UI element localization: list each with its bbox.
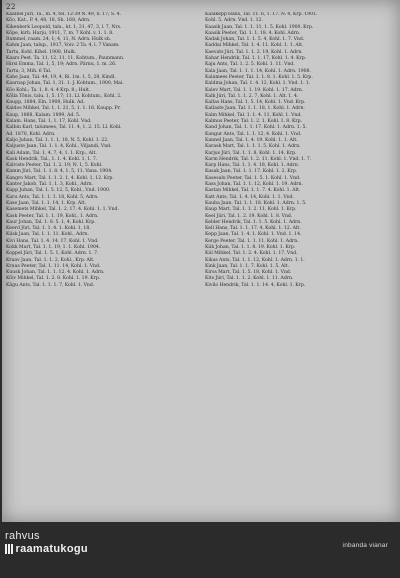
directory-entry: Kaur Johan, Tal. 1. 8. 5. 1, 4, Kohl. Krp.	[6, 219, 96, 225]
directory-entry: Kiil Mihkel, Tal. 1. 2. 4. Kohl. 1. 17. Vnd.	[205, 251, 298, 257]
directory-entry: Kalm Mihkel, Tal. 1. 1. 4. 11, Kohl. 1. Vnd.	[205, 112, 302, 118]
bars-icon	[5, 544, 13, 554]
directory-entry: Kalviste Peeter, Tal. 1. 2. 19; N. 1, 5. Kohl.	[6, 163, 103, 169]
footer-bar	[0, 522, 400, 578]
directory-entry: Tartu, Kohl. Kihel. 1908, Hulk.	[6, 49, 77, 55]
directory-entry: Kiisk Jaan, Tal. 1. 1. 11. Kohl., Adrn.	[6, 232, 89, 238]
directory-entry: Kaljuste Jaan, Tal. 1. 1. 4, Kohl., Viljandi, Vnd.	[6, 144, 112, 150]
page-number: 22	[6, 3, 16, 11]
directory-entry: Kaju Ants, Tal. 1. 2. 5. Kohl. 1. 11. Vnd.	[205, 62, 295, 68]
directory-entry: Kallaste Jaan, Tal. 1. 1. 18, 1. Kohl. 1. Adrn.	[205, 106, 305, 112]
logo-line-bottom	[5, 542, 88, 556]
text-columns	[6, 12, 396, 518]
directory-entry: Kapp Juhan, Tal. 1. 5. 12, 5, Kohl., Vnd. 1900.	[6, 188, 111, 194]
directory-entry: Kirss Mart, Tal. 1. 5. 18, Kohl. 1. Vnd.	[205, 270, 292, 276]
directory-entry: Kalev Mart, Tal. 1. 1. 19. Kohl. 1. 17. Adrn.	[205, 87, 304, 93]
directory-entry: Kaevats Jüri, Tal. 1. 1. 2. 19, Kohl. 1. Adrn.	[205, 49, 303, 55]
directory-entry: Kanter Jakob, Tal. 1. 1. 3, Kohl., Adrn.	[6, 182, 94, 188]
directory-entry: Kelder Hendrik, Tal. 1. 1. 5. Kohl. 1. Adrn.	[205, 219, 302, 225]
directory-entry: Kruus Peeter, Tal. 1. 11. 14, Kohl. 1. Vnd.	[6, 263, 101, 269]
directory-entry: Kraav Jaan, Tal. 1. 1. 2, Kohl., Krp. Alt.	[6, 257, 95, 263]
directory-entry: Kali Adam, Tal. 1, 4. 7, 4, 1. 1. Krp., Alt.	[6, 150, 97, 156]
logo-line-bottom-text: raamatukogu	[15, 543, 88, 555]
directory-entry: Kaup, 1868, Kalam. 1899, Ad. 5.	[6, 112, 81, 118]
directory-entry: Kepp Jaan, Tal. 1. 4. 1. Kohl. 1. Vnd. 1. 14.	[205, 232, 302, 238]
directory-entry: Kaupp, 1884, Eln. 1908, Hulk. Ad.	[6, 100, 85, 106]
directory-entry: Kerge Peeter, Tal. 1. 1. 11, Kohl. 1. Adrn.	[205, 238, 299, 244]
directory-entry: Kaarnap Johan, Tal. 1, 31. 1. J. Kohtum., 1900, Mai.	[6, 81, 124, 87]
directory-entry: Kõo, Kat., P. 4, 48, 18, Sh. 168, Adrn.	[6, 18, 91, 24]
logo-line-top: rahvus	[5, 530, 40, 542]
directory-entry: Kasak Jaan, Tal. 1. 1. 17. Kohl. 1. 2. Krp.	[205, 169, 298, 175]
directory-entry: Kõo Kohl.; Ta. 1, 8. 4. 4 Krp. 8.; Hult.	[6, 87, 91, 93]
directory-entry: Kaldos Mihkel, Tal. 1, 1. 21, 5, 1. 1. 16, Kaupp. Pr.	[6, 106, 121, 112]
directory-entry: Hirsi Emma, Tal. 1, 5, 19; Adrn. Pärnu, 1. m. 26.	[6, 62, 117, 68]
directory-entry: Kass Johan, Tal. 1. 1. 12, Kohl. 1. 19. Adrn.	[205, 182, 303, 188]
directory-entry: Kask Peeter, Tal. 1. 1. 19, Kohl., 1. Adrn.	[6, 213, 99, 219]
directory-entry: Karjus Jüri, Tal. 1. 1. 8, Kohl. 1. 14. Krp.	[205, 150, 297, 156]
directory-entry: Keel Jüri, Tal. 1. 2. 19. Kohl. 1. 8. Vnd.	[205, 213, 293, 219]
directory-entry: Kivilo Hendrik, Tal. 1. 1. 14. 4, Kohl. 1. Krp.	[205, 282, 306, 288]
directory-entry: Kasemets Mihkel, Tal. 1. 2. 17. 4. Kohl. 1. 1. Vnd.	[6, 207, 119, 213]
directory-entry: Kohl. 5, Adrn. Vnd. 1. 12.	[205, 18, 263, 24]
directory-entry: Kauba Jaan, Tal. 1. 1. 18. Kohl. 1. Adrn. 1. 5.	[205, 200, 307, 206]
directory-entry: Kaljo Juhan, Tal. 1. 1. 1, 18, N. 5, Kohl. 1. 22.	[6, 137, 109, 143]
directory-entry: Kamm Jüri, Tal. 1. 1. 8. 4, 1. 5, 11. Vana. 1904.	[6, 169, 113, 175]
left-column	[6, 12, 197, 518]
directory-entry: Karm Hendrik, Tal. 1. 2. 11. Kohl. 1. Vnd. 1. 7.	[205, 156, 312, 162]
directory-entry: Kahm Jaan, talup., 1917, Voiv. 2 Ta. 4, l. 7 Vanam.	[6, 43, 120, 49]
directory-entry: Kahar Hendrik, Tal. 1. 1. 17, Kohl. 1. 4. Krp.	[205, 56, 307, 62]
directory-entry: Kaddai Mihkel, Tal. 1. 4. 11. Kohl. 1. 1. Alt.	[205, 43, 304, 49]
directory-entry: Kannel Jaan, Tal. 1. 4. 19. Kohl. 1. 1. Alt.	[205, 137, 298, 143]
directory-entry: Kuusk Johan, Tal. 1. 1. 12, 4. Kohl. 1. Adrn.	[6, 270, 105, 276]
directory-entry: Kaasik Jaan, Tal. 1. 1. 11, 1. 5, Kohl. 1900. Krp.	[205, 24, 314, 30]
directory-entry: Kokk Mart, Tal. 1. 1. 19, 1. 1. Kohl. 1904.	[6, 244, 101, 250]
directory-entry: Kalam. Hans, Tal. 1, 1. 17, Kohl. Vnd.	[6, 119, 92, 125]
directory-entry: Kalamees Peeter, Tal. 1. 1. 8. 1. Kohl. 1. 5. Krp.	[205, 74, 313, 80]
directory-entry: Kalk Jüri, Tal. 1. 1. 2. 7, Kohl. 1. Alt. 1. 4.	[205, 93, 299, 99]
directory-entry: Tartu; 3, Mih. 6 Tal.	[6, 68, 52, 74]
directory-entry: Kase Jaan, Tal. 1. 1. 14, 1. Krp. Alt.	[6, 200, 87, 206]
directory-entry: Kala Jaan, Tal. 1. 1. 1. 14, Kohl. 1. Adrn. 1908.	[205, 68, 311, 74]
directory-entry: Kaup Mart, Tal. 1. 1. 2. 11, Kohl. 1. Krp.	[205, 207, 297, 213]
directory-entry: Kallas Hans, Tal. 1. 5. 14, Kohl. 1. Vnd. Krp.	[205, 100, 306, 106]
directory-entry: Kõpe, kirh. Harju, 1911, 7, m. 7 Kohl. v. 1. 1. 8.	[6, 30, 114, 36]
directory-entry: Kink Jaan, Tal. 1. 1. 7. Kohl. 1. 5. Alt.	[205, 263, 290, 269]
library-logo[interactable]	[5, 530, 88, 570]
directory-entry: Kadak Johan, Tal. 1. 1. 5. 4, Kohl. 1. 7. Vnd.	[205, 37, 305, 43]
directory-entry: Karp Hans, Tal. 1. 1. 4. 18, Kohl. 1. Adrn.	[205, 163, 300, 169]
directory-entry: Kõlla Tõnis, talu. 1, 5. 17; 11. Ll. Kohtum., Kohl. 2.	[6, 93, 122, 99]
directory-entry: Kits Jüri, Tal. 1. 1. 2. Kohl. 1. 11. Adrn.	[205, 276, 294, 282]
directory-entry: Kahe Jaan, Tal. 44, 19, 4, Ri. 1m. 1, 5, 28, Kindl.	[6, 74, 116, 80]
directory-entry: Kägu Ants, Tal. 1. 1. 1. 7, Kohl. 1. Vnd.	[6, 282, 95, 288]
directory-entry: Kaalbel Jüri, Ta., m. 4, tel. 12-39 N. 49, n. 17; S. 4.	[6, 12, 121, 17]
directory-entry: Ad. 1870, Kohl. Adrn.	[6, 131, 56, 137]
scanned-page	[2, 0, 400, 522]
directory-entry: Rummel, raam. 24, 1; 4, 11, N. Adrn. Hulk sh.	[6, 37, 112, 43]
directory-entry: Keerd Jüri, Tal. 1. 1. 4. 1. Kohl. 1, 18.	[6, 226, 91, 232]
directory-entry: Kikas Ants, Tal. 1. 1. 12, Kohl. 1. Adrn. 1. 1.	[205, 257, 305, 263]
directory-entry: Kangro Mart, Tal. 1. 1. 2. 1, 4. Kohl. 1, 12. Krp.	[6, 175, 114, 181]
directory-entry: Kaars Peet. Ta. 11, 12. 11, 11. Kohtum., Paunmann.	[6, 56, 125, 62]
directory-entry: Kell Hans, Tal. 1. 1. 17. 4, Kohl. 1. 12. Alt.	[205, 226, 301, 232]
directory-entry: Kaldma Johan, Tal. 1. 4. 12, Kohl. 1. Vnd. 1. 1.	[205, 81, 311, 87]
directory-entry: Katt Ants, Tal. 1. 4. 14, Kohl. 1. 1. Vnd.	[205, 194, 294, 200]
directory-entry: Kalmus Peeter, Tal. 1. 2. 1, Kohl. 1. 8. Krp.	[205, 119, 302, 125]
directory-entry: Kaasik Peeter, Tal. 1. 1. 18. 4. Kohl. Adrn.	[205, 30, 301, 36]
directory-entry: Kiik Johan, Tal. 1. 1. 8. 19. Kohl. 1. Krp.	[205, 244, 296, 250]
directory-entry: Karask Mart, Tal. 1. 1. 1. 5, Kohl. 1. Adrn.	[205, 144, 301, 150]
directory-entry: Kastan Mihkel, Tal. 1. 1. 7. 4. Kohl. 1. Alt.	[205, 188, 301, 194]
directory-entry: Kalbin Karl, talumees, Tal. 11. 4, 1. 2. 15. Ll. Kohl.	[6, 125, 122, 131]
directory-entry: Kikenberk Leopold, talu., kt. 1, 31, 47, 3, l. 7, Nrs.	[6, 24, 122, 30]
directory-entry: Kangur Ants, Tal. 1. 1. 12, 4. Kohl. 1. Vnd.	[205, 131, 302, 137]
directory-entry: Koppel Jüri, Tal. 1. 5. 1, Kohl. Adrn. 1. 7.	[6, 251, 99, 257]
directory-entry: Kivi Hans, Tal. 1. 4. 14. 17, Kohl. 1. Vnd.	[6, 238, 99, 244]
directory-entry: Kasesalu Peeter, Tal. 1. 5. 1. Kohl. 1. Vnd.	[205, 175, 301, 181]
directory-entry: Karu Ants, Tal. 1. 1. 1. 18, Kohl. 5, Adrn.	[6, 194, 99, 200]
directory-entry: Kõiv Mihkel, Tal. 1. 2. 8. Kohl. 1. 19. Krp.	[6, 276, 101, 282]
directory-entry: Kaalkepp Hans, Tal. 11. 6, 1. 17. N. 4, Krp. 1901.	[205, 12, 318, 17]
right-column	[205, 12, 396, 518]
credit-text: inbanda vianar	[342, 542, 388, 549]
directory-entry: Kand Johan, Tal. 1. 1. 17. Kohl. 1. Adrn. 1. 5.	[205, 125, 307, 131]
directory-entry: Kask Hendrik, Tal., 1. 1. 4. Kohl. 1, 1. 7.	[6, 156, 98, 162]
